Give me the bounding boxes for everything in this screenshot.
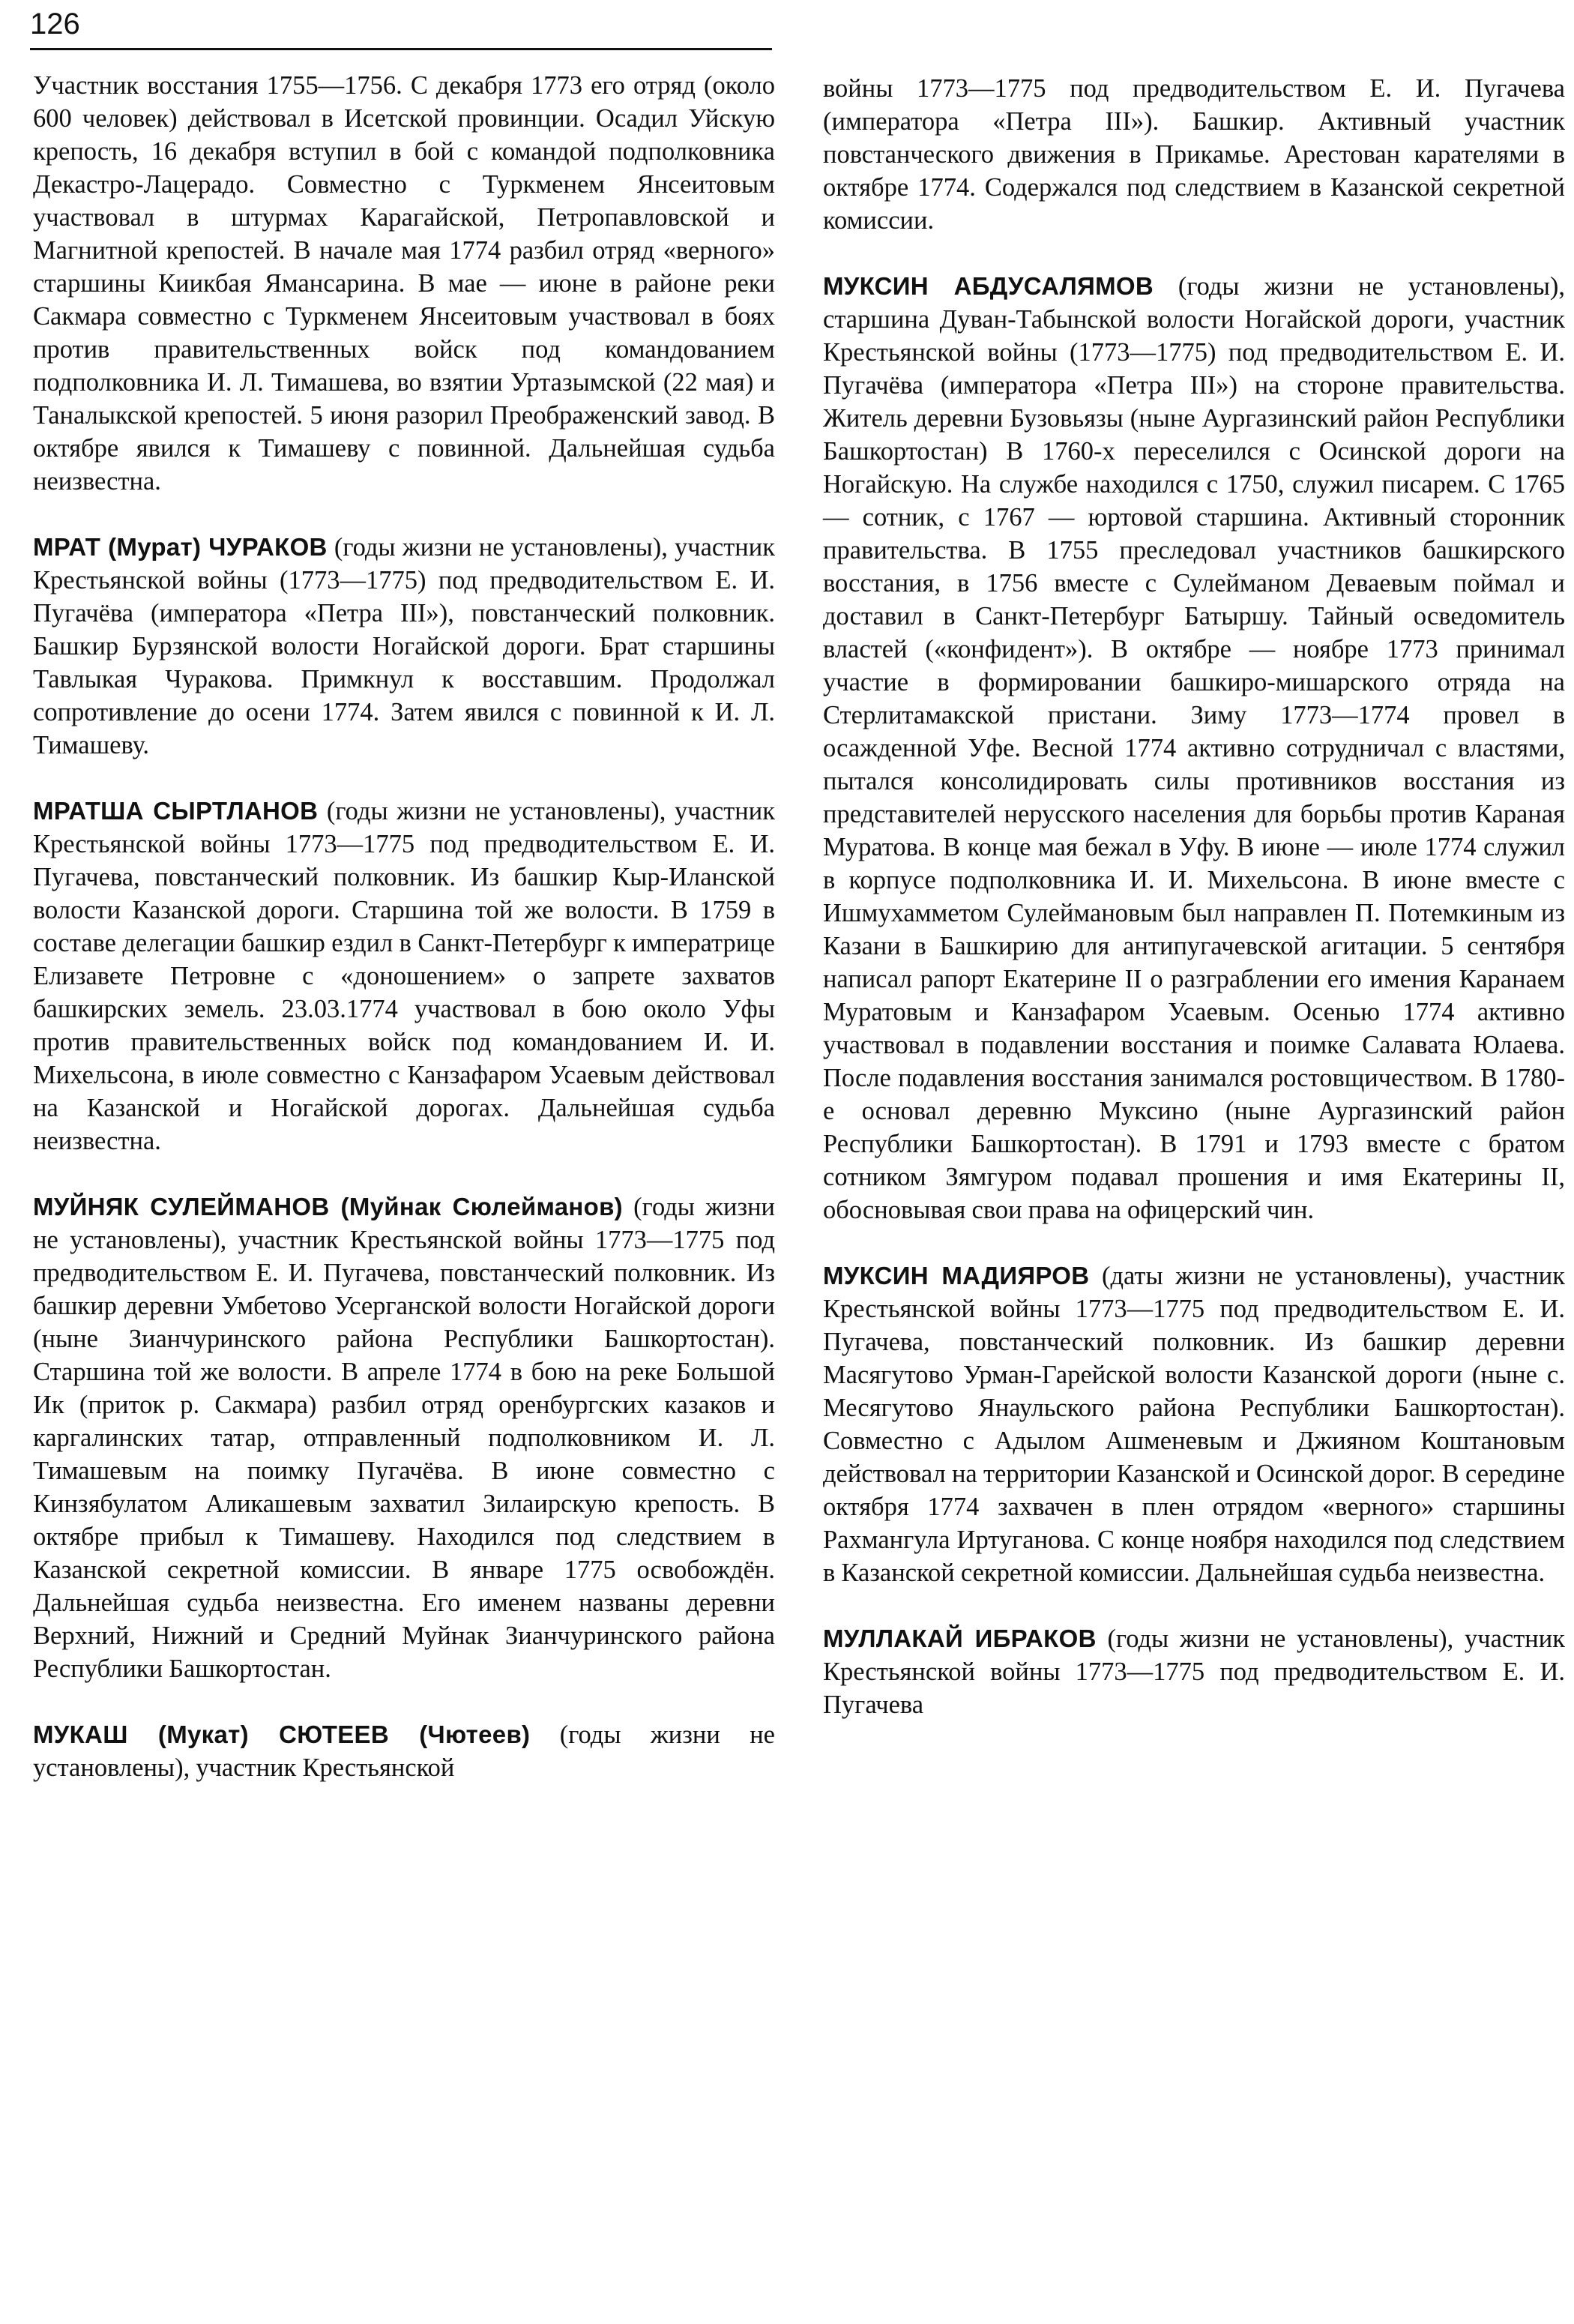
entry-mukash-syuteev: [33, 1718, 775, 1784]
entry-text: (годы жизни не установлены), участник Крестьянской войны (1773—1775) под предводительством Е. И. Пугачёва (императора «Петра III»), повстанческий полковник. Башкир Бурзянской волости Ногайской дороги. Брат старшины Тавлыкая Чуракова. Примкнул к восставшим. Продолжал сопротивление до осени 1774. Затем явился с повинной к И. Л. Тимашеву.: [33, 533, 775, 759]
entry-text: (годы жизни не установлены), участник Крестьянской войны 1773—1775 под предводительством Е. И. Пугачева, повстанческий полковник. Из башкир деревни Умбетово Усерганской волости Ногайской дороги (ныне Зианчуринского района Республики Башкортостан). Старшина той же волости. В апреле 1774 в бою на реке Большой Ик (приток р. Сакмара) разбил отряд оренбургских казаков и каргалинских татар, отправленный подполковником И. Л. Тимашевым на поимку Пугачёва. В июне совместно с Кинзябулатом Аликашевым захватил Зилаирскую крепость. В октябре прибыл к Тимашеву. Находился под следствием в Казанской секретной комиссии. В январе 1775 освобождён. Дальнейшая судьба неизвестна. Его именем названы деревни Верхний, Нижний и Средний Муйнак Зианчуринского района Республики Башкортостан.: [33, 1193, 776, 1683]
left-column: [33, 69, 775, 1784]
entry-muksin-madiyarov: [823, 1259, 1565, 1589]
entry-headword: МУЙНЯК СУЛЕЙМАНОВ (Муйнак Сюлейманов): [33, 1193, 623, 1220]
entry-headword: МУЛЛАКАЙ ИБРАКОВ: [823, 1625, 1097, 1652]
entry-headword: МУКСИН АБДУСАЛЯМОВ: [823, 272, 1154, 300]
entry-mrat-churakov: [33, 531, 775, 762]
entry-text: (годы жизни не установлены), старшина Дуван-Табынской волости Ногайской дороги, участник Крестьянской войны (1773—1775) под предводительством Е. И. Пугачёва (императора «Петра III») на стороне правительства. Житель деревни Бузовьязы (ныне Аургазинский район Республики Башкортостан) В 1760-х переселился с Осинской дороги на Ногайскую. На службе находился с 1750, служил писарем. С 1765 — сотник, с 1767 — юртовой старшина. Активный сторонник правительства. В 1755 преследовал участников башкирского восстания, в 1756 вместе с Сулейманом Деваевым поймал и доставил в Санкт-Петербург Батыршу. Тайный осведомитель властей («конфидент»). В октябре — ноябре 1773 принимал участие в формировании башкиро-мишарского отряда на Стерлитамакской пристани. Зиму 1773—1774 провел в осажденной Уфе. Весной 1774 активно сотрудничал с властями, пытался консолидировать силы противников восстания из представителей нерусского населения для борьбы против Караная Муратова. В конце мая бежал в Уфу. В июне — июле 1774 служил в корпусе подполковника И. И. Михельсона. В июне вместе с Ишмухамметом Сулеймановым был направлен П. Потемкиным из Казани в Башкирию для антипугачевской агитации. 5 сентября написал рапорт Екатерине II о разграблении его имения Каранаем Муратовым и Канзафаром Усаевым. Осенью 1774 активно участвовал в подавлении восстания и поимке Салавата Юлаева. После подавления восстания занимался ростовщичеством. В 1780-е основал деревню Муксино (ныне Аургазинский район Республики Башкортостан). В 1791 и 1793 вместе с братом сотником Зямгуром подавал прошения и имя Екатерины II, обосновывая свои права на офицерский чин.: [823, 272, 1565, 1224]
entry-text: (годы жизни не установлены), участник Крестьянской войны 1773—1775 под предводительством Е. И. Пугачева: [823, 1625, 1565, 1719]
entry-continuation-text: войны 1773—1775 под предводительством Е. И. Пугачева (императора «Петра III»). Башкир. Активный участник повстанческого движения в Прикамье. Арестован карателями в октябре 1774. Содержался под следствием в Казанской секретной комиссии.: [823, 74, 1565, 235]
entry-text: (годы жизни не установлены), участник Крестьянской: [33, 1721, 775, 1782]
entry-text: (годы жизни не установлены), участник Крестьянской войны 1773—1775 под предводительством Е. И. Пугачева, повстанческий полковник. Из башкир Кыр-Иланской волости Казанской дороги. Старшина той же волости. В 1759 в составе делегации башкир ездил в Санкт-Петербург к императрице Елизавете Петровне с «доношением» о запрете захватов башкирских земель. 23.03.1774 участвовал в бою около Уфы против правительственных войск под командованием И. И. Михельсона, в июле совместно с Канзафаром Усаевым действовал на Казанской и Ногайской дорогах. Дальнейшая судьба неизвестна.: [33, 797, 775, 1155]
entry-headword: МРАТ (Мурат) ЧУРАКОВ: [33, 533, 328, 561]
header-rule: [30, 48, 772, 50]
right-column: [823, 72, 1565, 1721]
entry-mratsha-syrtlanov: [33, 795, 775, 1158]
entry-continuation-text: Участник восстания 1755—1756. С декабря 1773 его отряд (около 600 человек) действовал в Исетской провинции. Осадил Уйскую крепость, 16 декабря вступил в бой с командой подполковника Декастро-Лацерадо. Совместно с Туркменем Янсеитовым участвовал в штурмах Карагайской, Петропавловской и Магнитной крепостей. В начале мая 1774 разбил отряд «верного» старшины Киикбая Ямансарина. В мае — июне в районе реки Сакмара совместно с Туркменем Янсеитовым участвовал в боях против правительственных войск под командованием подполковника И. Л. Тимашева, во взятии Уртазымской (22 мая) и Таналыкской крепостей. 5 июня разорил Преображенский завод. В октябре явился к Тимашеву с повинной. Дальнейшая судьба неизвестна.: [33, 71, 775, 496]
entry-headword: МРАТША СЫРТЛАНОВ: [33, 797, 319, 825]
page-number: 126: [30, 7, 80, 40]
entry-text: (даты жизни не установлены), участник Крестьянской войны 1773—1775 под предводительством Е. И. Пугачева, повстанческий полковник. Из башкир деревни Масягутово Урман-Гарейской волости Казанской дороги (ныне с. Месягутово Янаульского района Республики Башкортостан). Совместно с Адылом Ашменевым и Джияном Коштановым действовал на территории Казанской и Осинской дорог. В середине октября 1774 захвачен в плен отрядом «верного» старшины Рахмангула Иртуганова. С конце ноября находился под следствием в Казанской секретной комиссии. Дальнейшая судьба неизвестна.: [823, 1262, 1566, 1587]
entry-headword: МУКАШ (Мукат) СЮТЕЕВ (Чютеев): [33, 1721, 531, 1748]
entry-muynyak-suleymanov: [33, 1190, 775, 1685]
entry-mullakay-ibrakov: [823, 1622, 1565, 1721]
entry-muksin-abdusalyamov: [823, 270, 1565, 1226]
entry-headword: МУКСИН МАДИЯРОВ: [823, 1262, 1090, 1289]
